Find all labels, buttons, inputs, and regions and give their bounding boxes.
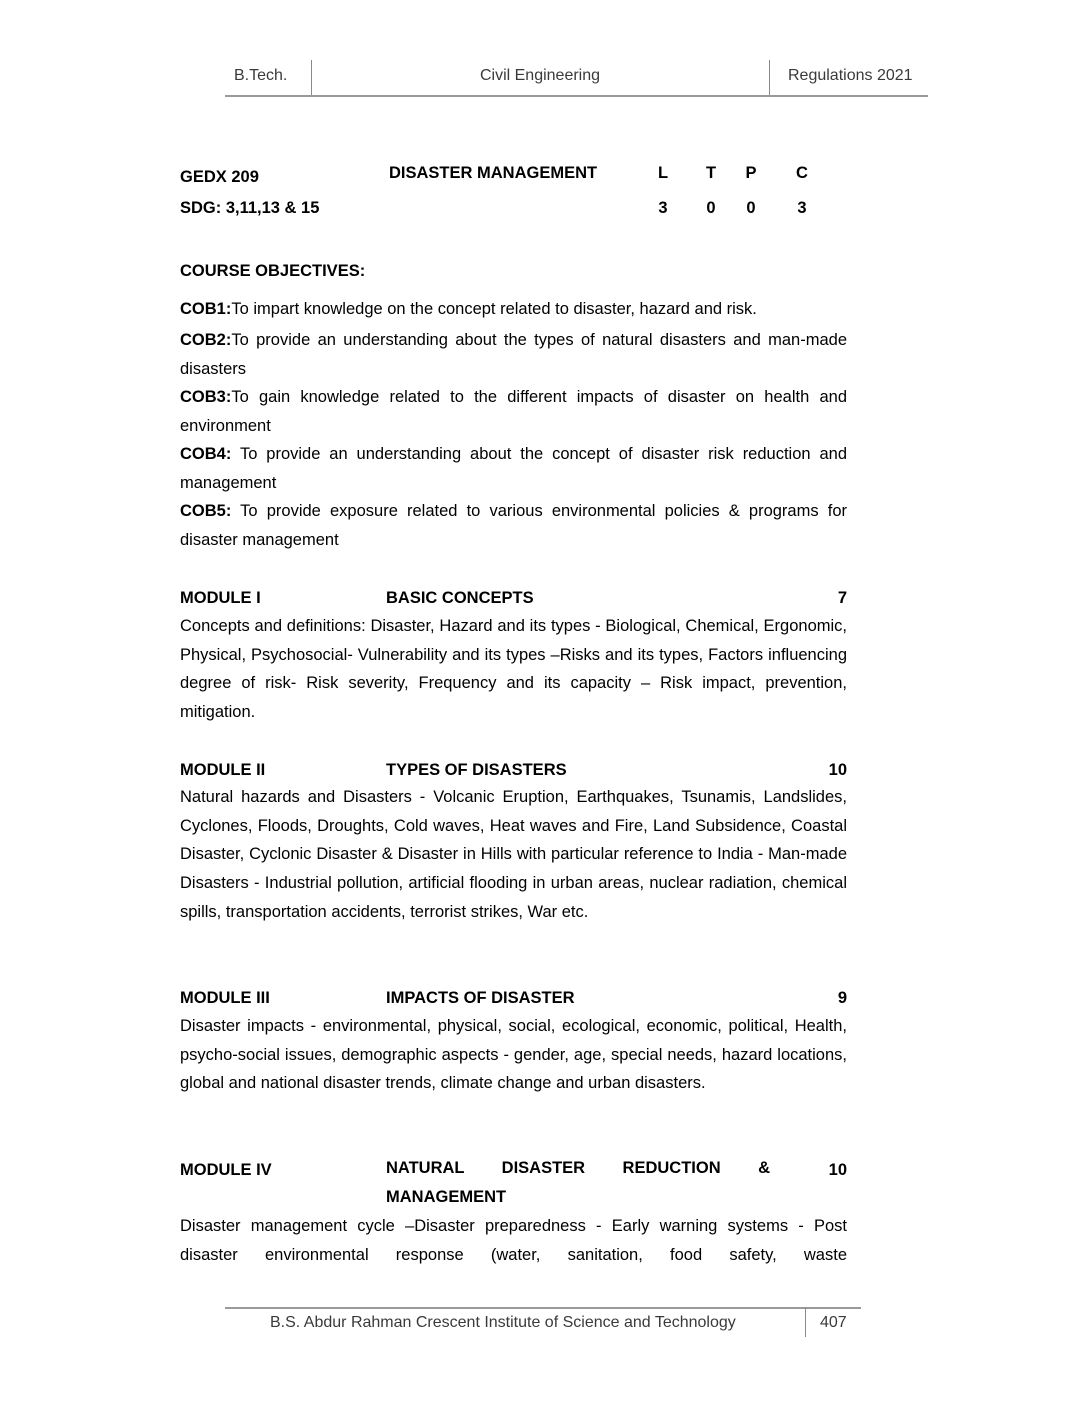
objectives-heading: COURSE OBJECTIVES: xyxy=(180,262,366,280)
module-hours: 10 xyxy=(828,761,847,779)
objective-label: COB1: xyxy=(180,300,232,318)
objective-label: COB5: xyxy=(180,502,232,520)
objective-item xyxy=(180,295,847,324)
course-code: GEDX 209 xyxy=(180,168,259,186)
ltpc-header-t: T xyxy=(705,164,717,182)
module-content: Disaster impacts - environmental, physical, social, ecological, economic, political, Health, psycho-social issues, demographic aspects - gender, age, special needs, hazard locations, global and national disaster trends, climate change and urban disasters. xyxy=(180,1017,847,1093)
module-label: MODULE II xyxy=(180,761,266,779)
ltpc-value-t: 0 xyxy=(706,199,716,217)
module-content: Natural hazards and Disasters - Volcanic Eruption, Earthquakes, Tsunamis, Landslides, Cyclones, Floods, Droughts, Cold waves, Heat waves and Fire, Land Subsidence, Coastal Disaster, Cyclonic Disaster & Disaster in Hills with particular reference to India - Man-made Disasters - Industrial pollution, artificial flooding in urban areas, nuclear radiation, chemical spills, transportation accidents, terrorist strikes, War etc. xyxy=(180,788,847,921)
objective-item xyxy=(180,440,847,497)
module-title: NATURAL DISASTER REDUCTION & MANAGEMENT xyxy=(386,1159,770,1206)
module-hours: 7 xyxy=(837,589,847,607)
module-content: Disaster management cycle –Disaster preparedness - Early warning systems - Post disaster environmental response (water, sanitation, food safety, waste xyxy=(180,1217,847,1264)
footer-divider xyxy=(805,1307,806,1337)
header-rule xyxy=(225,95,928,97)
header-regulations: Regulations 2021 xyxy=(788,67,913,84)
objective-label: COB4: xyxy=(180,445,232,463)
objective-item xyxy=(180,383,847,440)
objective-text: To impart knowledge on the concept related to disaster, hazard and risk. xyxy=(231,300,757,318)
module-hours: 9 xyxy=(837,989,847,1007)
footer-rule xyxy=(225,1307,861,1309)
header-department: Civil Engineering xyxy=(479,67,601,84)
module-label: MODULE III xyxy=(180,989,270,1007)
module-label: MODULE I xyxy=(180,589,261,607)
objective-text: To provide an understanding about the types of natural disasters and man-made disasters xyxy=(180,331,847,378)
header-program: B.Tech. xyxy=(234,67,288,84)
objective-text: To gain knowledge related to the different impacts of disaster on health and environment xyxy=(180,388,847,435)
objective-item xyxy=(180,497,847,554)
ltpc-header-c: C xyxy=(796,164,808,182)
course-title: DISASTER MANAGEMENT xyxy=(389,164,598,182)
module-hours: 10 xyxy=(828,1161,847,1179)
ltpc-header-l: L xyxy=(657,164,669,182)
module-title: IMPACTS OF DISASTER xyxy=(386,989,575,1007)
module-label: MODULE IV xyxy=(180,1161,272,1179)
footer-institution: B.S. Abdur Rahman Crescent Institute of Science and Technology xyxy=(270,1314,736,1331)
module-title: BASIC CONCEPTS xyxy=(386,589,534,607)
objective-label: COB3: xyxy=(180,388,232,406)
module-title: TYPES OF DISASTERS xyxy=(386,761,567,779)
course-sdg: SDG: 3,11,13 & 15 xyxy=(180,199,320,217)
objective-text: To provide exposure related to various environmental policies & programs for disaster management xyxy=(180,502,847,549)
page-number: 407 xyxy=(820,1314,847,1331)
objective-text: To provide an understanding about the concept of disaster risk reduction and management xyxy=(180,445,847,492)
header-divider xyxy=(769,60,770,96)
module-content: Concepts and definitions: Disaster, Hazard and its types - Biological, Chemical, Ergonomic, Physical, Psychosocial- Vulnerability and its types –Risks and its types, Factors influencing degree of risk- Risk severity, Frequency and its capacity – Risk impact, prevention, mitigation. xyxy=(180,617,847,722)
ltpc-value-p: 0 xyxy=(746,199,756,217)
ltpc-value-l: 3 xyxy=(658,199,668,217)
objective-label: COB2: xyxy=(180,331,232,349)
ltpc-value-c: 3 xyxy=(797,199,807,217)
objective-item xyxy=(180,326,847,383)
ltpc-header-p: P xyxy=(745,164,757,182)
